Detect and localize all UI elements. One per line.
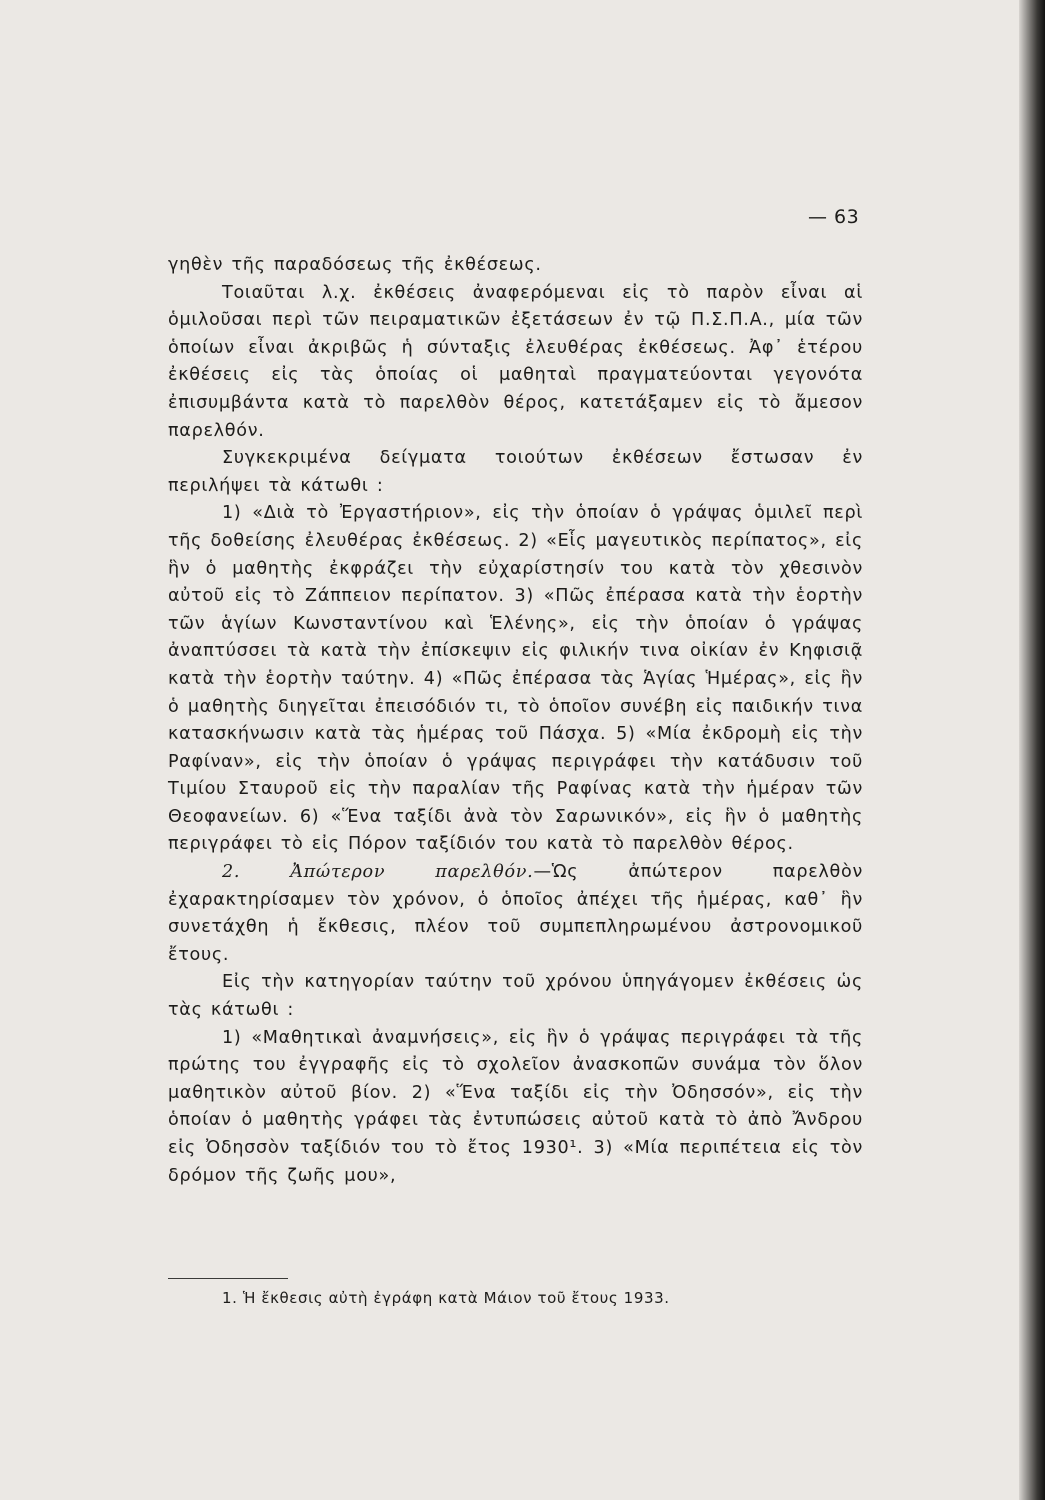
section-heading: 2. Ἀπώτερον παρελθόν. [222,862,534,883]
paragraph: Εἰς τὴν κατηγορίαν ταύτην τοῦ χρόνου ὑπηγάγομεν ἐκθέσεις ὡς τὰς κάτωθι : [168,972,863,1021]
footnote-rule [168,1278,288,1279]
paragraph-continuation: γηθὲν τῆς παραδόσεως τῆς ἐκθέσεως. [168,255,542,275]
paragraph: Συγκεκριμένα δείγματα τοιούτων ἐκθέσεων ἔστωσαν ἐν περιλήψει τὰ κάτωθι : [168,448,863,496]
section-text: —Ὡς ἀπώτερον παρελθὸν ἐχαρακτηρίσαμεν τὸν χρόνον, ὁ ὁποῖος ἀπέχει τῆς ἡμέρας, καθ᾿ ἣν συνετάχθη ἡ ἔκθεσις, πλέον τοῦ συμπεπληρωμένου ἀστρονομικοῦ ἔτους. [168,862,863,965]
paragraph-examples: 1) «Διὰ τὸ Ἐργαστήριον», εἰς τὴν ὁποίαν ὁ γράψας ὁμιλεῖ περὶ τῆς δοθείσης ἐλευθέρας ἐκθέσεως. 2) «Εἷς μαγευτικὸς περίπατος», εἰς ἣν ὁ μαθητὴς ἐκφράζει τὴν εὐχαρίστησίν του κατὰ τὸν χθεσινὸν αὐτοῦ εἰς τὸ Ζάππειον περίπατον. 3) «Πῶς ἐπέρασα κατὰ τὴν ἑορτὴν τῶν ἁγίων Κωνσταντίνου καὶ Ἑλένης», εἰς τὴν ὁποίαν ὁ γράψας ἀναπτύσσει τὰ κατὰ τὴν ἐπίσκεψιν εἰς φιλικήν τινα οἰκίαν ἐν Κηφισιᾷ κατὰ τὴν ἑορτὴν ταύτην. 4) «Πῶς ἐπέρασα τὰς Ἁγίας Ἡμέρας», εἰς ἣν ὁ μαθητὴς διηγεῖται ἐπεισόδιόν τι, τὸ ὁποῖον συνέβη εἰς παιδικήν τινα κατασκήνωσιν κατὰ τὰς ἡμέρας τοῦ Πάσχα. 5) «Μία ἐκδρομὴ εἰς τὴν Ραφίναν», εἰς τὴν ὁποίαν ὁ γράψας περιγράφει τὴν κατάδυσιν τοῦ Τιμίου Σταυροῦ εἰς τὴν παραλίαν τῆς Ραφίνας κατὰ τὴν ἡμέραν τῶν Θεοφανείων. 6) «Ἕνα ταξίδι ἀνὰ τὸν Σαρωνικόν», εἰς ἣν ὁ μαθητὴς περιγράφει τὸ εἰς Πόρον ταξίδιόν του κατὰ τὸ παρελθὸν θέρος. [168,503,863,855]
paragraph: Τοιαῦται λ.χ. ἐκθέσεις ἀναφερόμεναι εἰς τὸ παρὸν εἶναι αἱ ὁμιλοῦσαι περὶ τῶν πειραματικῶν ἐξετάσεων ἐν τῷ Π.Σ.Π.Α., μία τῶν ὁποίων εἶναι ἀκριβῶς ἡ σύνταξις ἐλευθέρας ἐκθέσεως. Ἀφ᾿ ἑτέρου ἐκθέσεις εἰς τὰς ὁποίας οἱ μαθηταὶ πραγματεύονται γεγονότα ἐπισυμβάντα κατὰ τὸ παρελθὸν θέρος, κατετάξαμεν εἰς τὸ ἄμεσον παρελθόν. [168,282,863,441]
footnote: 1. Ἡ ἔκθεσις αὐτὴ ἐγράφη κατὰ Μάιον τοῦ ἔτους 1933. [222,1289,670,1307]
body-text [168,252,863,1190]
section-paragraph [168,859,863,969]
page-edge-shadow [1019,0,1045,1500]
paragraph-examples: 1) «Μαθητικαὶ ἀναμνήσεις», εἰς ἣν ὁ γράψας περιγράφει τὰ τῆς πρώτης του ἐγγραφῆς εἰς τὸ σχολεῖον ἀνασκοπῶν συνάμα τὸν ὅλον μαθητικὸν αὐτοῦ βίον. 2) «Ἕνα ταξίδι εἰς τὴν Ὀδησσόν», εἰς τὴν ὁποίαν ὁ μαθητὴς γράφει τὰς ἐντυπώσεις αὐτοῦ κατὰ τὸ ἀπὸ Ἄνδρου εἰς Ὀδησσὸν ταξίδιόν του τὸ ἔτος 1930¹. 3) «Μία περιπέτεια εἰς τὸν δρόμον τῆς ζωῆς μου», [168,1027,863,1186]
page-number: — 63 [808,206,860,228]
